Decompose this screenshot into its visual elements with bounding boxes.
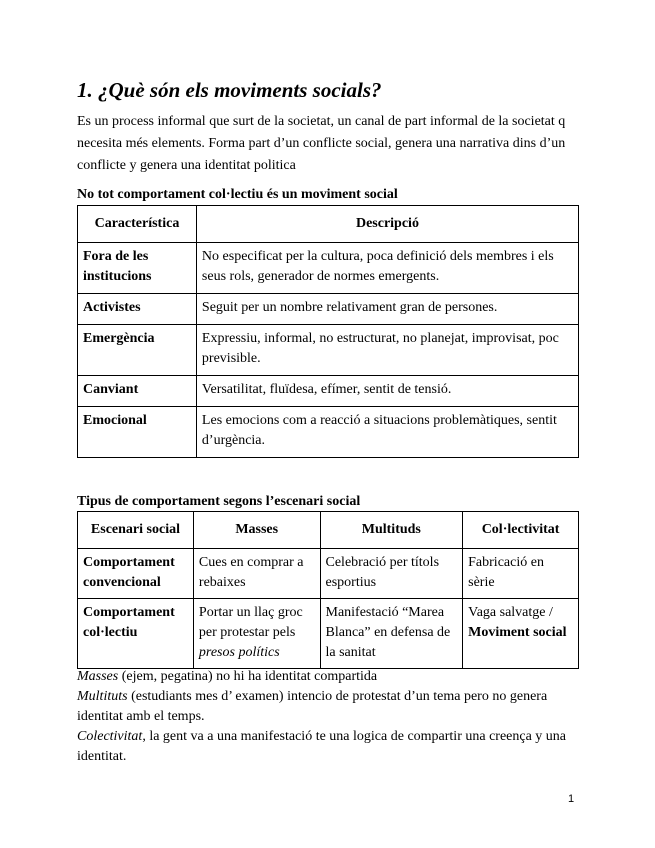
page-title: 1. ¿Què són els moviments socials? bbox=[77, 78, 382, 102]
table-row bbox=[78, 376, 579, 407]
table-row bbox=[78, 243, 579, 294]
note-text: (ejem, pegatina) no hi ha identitat compartida bbox=[118, 669, 378, 684]
characteristic-cell: Fora de les institucions bbox=[78, 243, 197, 294]
note-term: Colectivitat bbox=[77, 729, 143, 744]
table-header-row bbox=[78, 512, 579, 549]
table1-caption: No tot comportament col·lectiu és un moviment social bbox=[77, 187, 398, 202]
characteristic-cell: Activistes bbox=[78, 294, 197, 325]
characteristics-table bbox=[77, 205, 579, 458]
characteristic-cell: Canviant bbox=[78, 376, 197, 407]
notes-section bbox=[77, 667, 582, 767]
multituds-cell: Manifestació “Marea Blanca” en defensa de la sanitat bbox=[320, 599, 463, 669]
characteristic-cell: Emocional bbox=[78, 407, 197, 458]
table-row bbox=[78, 407, 579, 458]
intro-paragraph: Es un process informal que surt de la societat, un canal de part informal de la societat q necesita més elements. Forma part d’un conflicte social, genera una narrativa dins d’un conflicte y genera una identitat politica bbox=[77, 114, 566, 173]
row-label-cell: Comportament col·lectiu bbox=[78, 599, 194, 669]
behaviour-types-table bbox=[77, 511, 579, 669]
table-row bbox=[78, 599, 579, 669]
collectivitat-cell bbox=[463, 599, 579, 669]
column-header: Escenari social bbox=[78, 512, 194, 549]
column-header: Descripció bbox=[196, 206, 578, 243]
description-cell: Expressiu, informal, no estructurat, no planejat, improvisat, poc previsible. bbox=[196, 325, 578, 376]
masses-cell: Cues en comprar a rebaixes bbox=[193, 549, 320, 599]
note-multituts bbox=[77, 687, 582, 727]
characteristic-cell: Emergència bbox=[78, 325, 197, 376]
row-label-cell: Comportament convencional bbox=[78, 549, 194, 599]
masses-text: Portar un llaç groc per protestar pels bbox=[198, 605, 303, 640]
description-cell: Les emocions com a reacció a situacions problemàtiques, sentit d’urgència. bbox=[196, 407, 578, 458]
masses-cell bbox=[193, 599, 320, 669]
column-header: Característica bbox=[78, 206, 197, 243]
note-text: (estudiants mes d’ examen) intencio de protestat d’un tema pero no genera identitat amb el temps. bbox=[77, 689, 548, 724]
description-cell: No especificat per la cultura, poca definició dels membres i els seus rols, generador de normes emergents. bbox=[196, 243, 578, 294]
column-header: Multituds bbox=[320, 512, 463, 549]
collectivitat-emphasis: Moviment social bbox=[468, 625, 567, 640]
description-cell: Versatilitat, fluïdesa, efímer, sentit de tensió. bbox=[196, 376, 578, 407]
table-row bbox=[78, 549, 579, 599]
note-text: , la gent va a una manifestació te una logica de compartir una creença y una identitat. bbox=[77, 729, 567, 764]
note-term: Masses bbox=[77, 669, 119, 684]
page-number: 1 bbox=[568, 793, 575, 805]
note-masses bbox=[77, 667, 582, 687]
column-header: Masses bbox=[193, 512, 320, 549]
description-cell: Seguit per un nombre relativament gran de persones. bbox=[196, 294, 578, 325]
column-header: Col·lectivitat bbox=[463, 512, 579, 549]
table-header-row bbox=[78, 206, 579, 243]
note-term: Multituts bbox=[77, 689, 128, 704]
table2-caption: Tipus de comportament segons l’escenari social bbox=[77, 494, 361, 509]
masses-emphasis: presos polítics bbox=[198, 645, 280, 660]
multituds-cell: Celebració per títols esportius bbox=[320, 549, 463, 599]
note-colectivitat bbox=[77, 727, 582, 767]
table-row bbox=[78, 294, 579, 325]
collectivitat-cell: Fabricació en sèrie bbox=[463, 549, 579, 599]
collectivitat-text: Vaga salvatge / bbox=[468, 605, 553, 620]
table-row bbox=[78, 325, 579, 376]
